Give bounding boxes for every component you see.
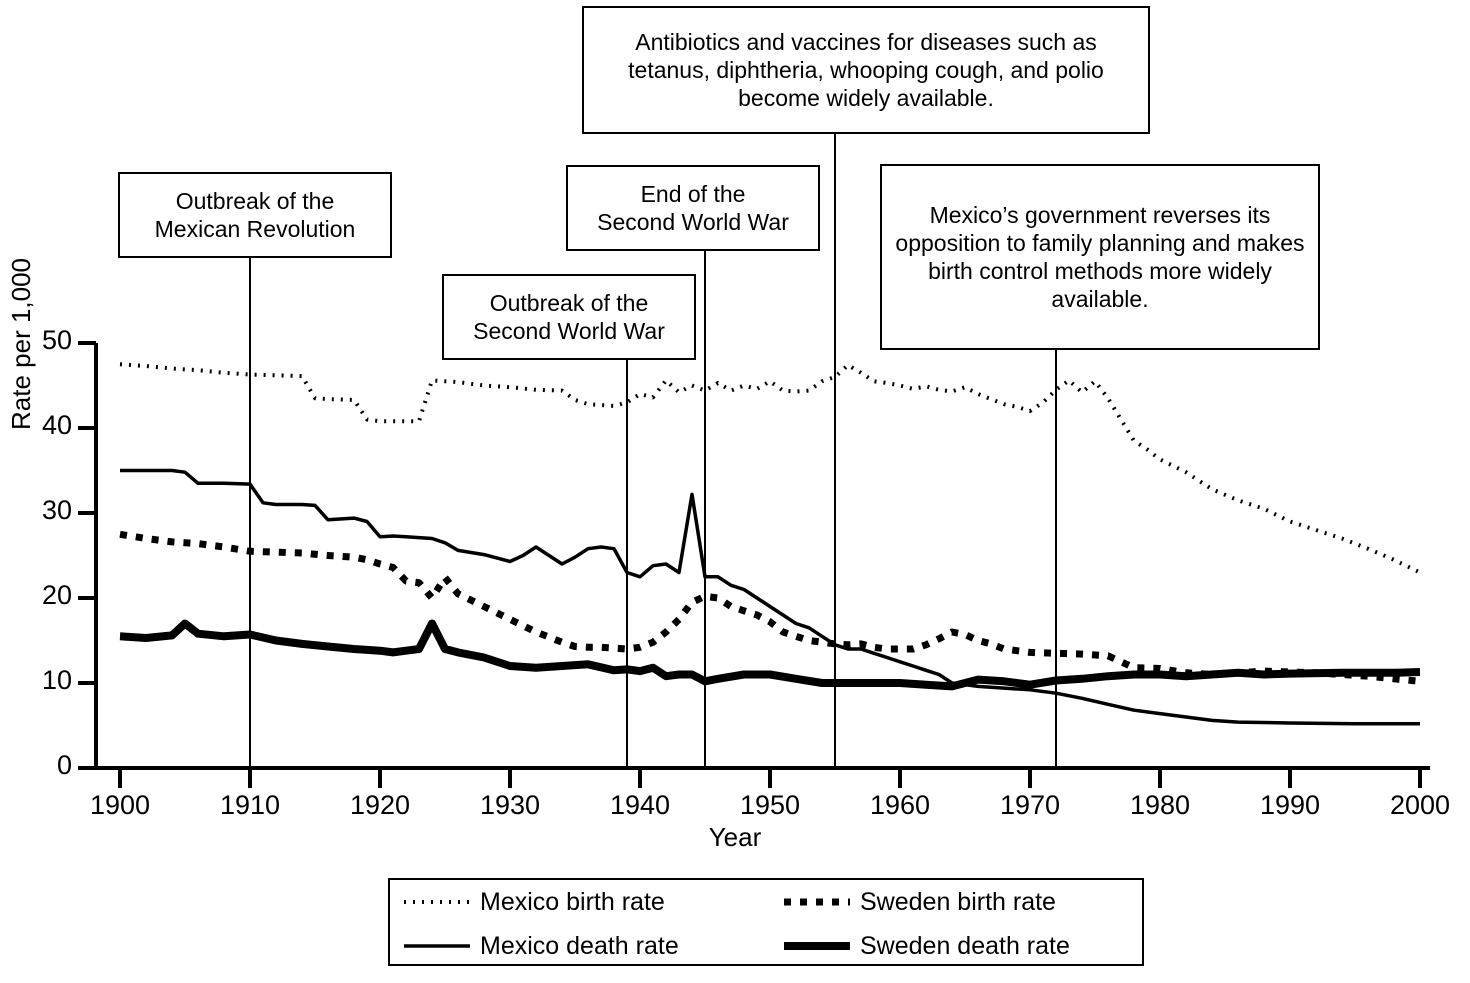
legend-swatch-coarse-dotted (784, 892, 850, 912)
x-tick-label: 1990 (1259, 790, 1321, 820)
y-tick-label: 0 (56, 750, 72, 780)
annotation-text: Mexico’s government reverses its opposition to family planning and makes birth control methods more widely available. (895, 201, 1305, 313)
y-tick-label: 10 (41, 665, 72, 695)
x-tick-label: 2000 (1389, 790, 1451, 820)
x-tick-label: 1980 (1129, 790, 1191, 820)
x-tick-label: 1970 (999, 790, 1061, 820)
y-tick-label: 30 (41, 495, 72, 525)
annotation-antibiotics-vaccines (582, 6, 1150, 134)
legend-item-mexico-death-rate (390, 924, 770, 968)
annotation-family-planning (880, 164, 1320, 350)
legend-label: Mexico death rate (480, 931, 679, 960)
x-tick-label: 1930 (479, 790, 541, 820)
legend-item-sweden-birth-rate (770, 880, 1056, 924)
x-tick-label: 1950 (739, 790, 801, 820)
y-axis-label: Rate per 1,000 (6, 257, 36, 430)
y-tick-marks (78, 343, 96, 768)
data-series-group (120, 364, 1420, 724)
annotation-text: End of the Second World War (597, 180, 789, 235)
legend-label: Sweden birth rate (860, 887, 1056, 916)
annotation-outbreak-ww2 (442, 274, 696, 360)
x-tick-marks (120, 768, 1420, 788)
legend-label: Sweden death rate (860, 931, 1070, 960)
legend-swatch-fine-dotted (404, 892, 470, 912)
x-tick-label: 1920 (349, 790, 411, 820)
annotation-text: Outbreak of the Mexican Revolution (154, 187, 356, 242)
x-tick-label: 1910 (219, 790, 281, 820)
x-tick-label: 1900 (89, 790, 151, 820)
legend-swatch-thick-solid (784, 936, 850, 956)
x-tick-label: 1940 (609, 790, 671, 820)
annotation-end-ww2 (566, 165, 820, 251)
annotation-mexican-revolution (118, 172, 392, 258)
annotation-text: Outbreak of the Second World War (473, 289, 665, 344)
y-tick-label: 50 (41, 325, 72, 355)
chart-legend (388, 878, 1144, 966)
series-line (120, 364, 1420, 572)
legend-item-mexico-birth-rate (390, 880, 770, 924)
x-tick-label: 1960 (869, 790, 931, 820)
x-axis-label: Year (708, 822, 762, 852)
annotation-text: Antibiotics and vaccines for diseases such as tetanus, diphtheria, whooping cough, and polio become widely available. (628, 28, 1104, 112)
legend-label: Mexico birth rate (480, 887, 665, 916)
y-tick-label: 20 (41, 580, 72, 610)
series-line (120, 624, 1420, 687)
y-tick-label: 40 (41, 410, 72, 440)
legend-item-sweden-death-rate (770, 924, 1070, 968)
series-line (120, 471, 1420, 724)
legend-swatch-thin-solid (404, 936, 470, 956)
